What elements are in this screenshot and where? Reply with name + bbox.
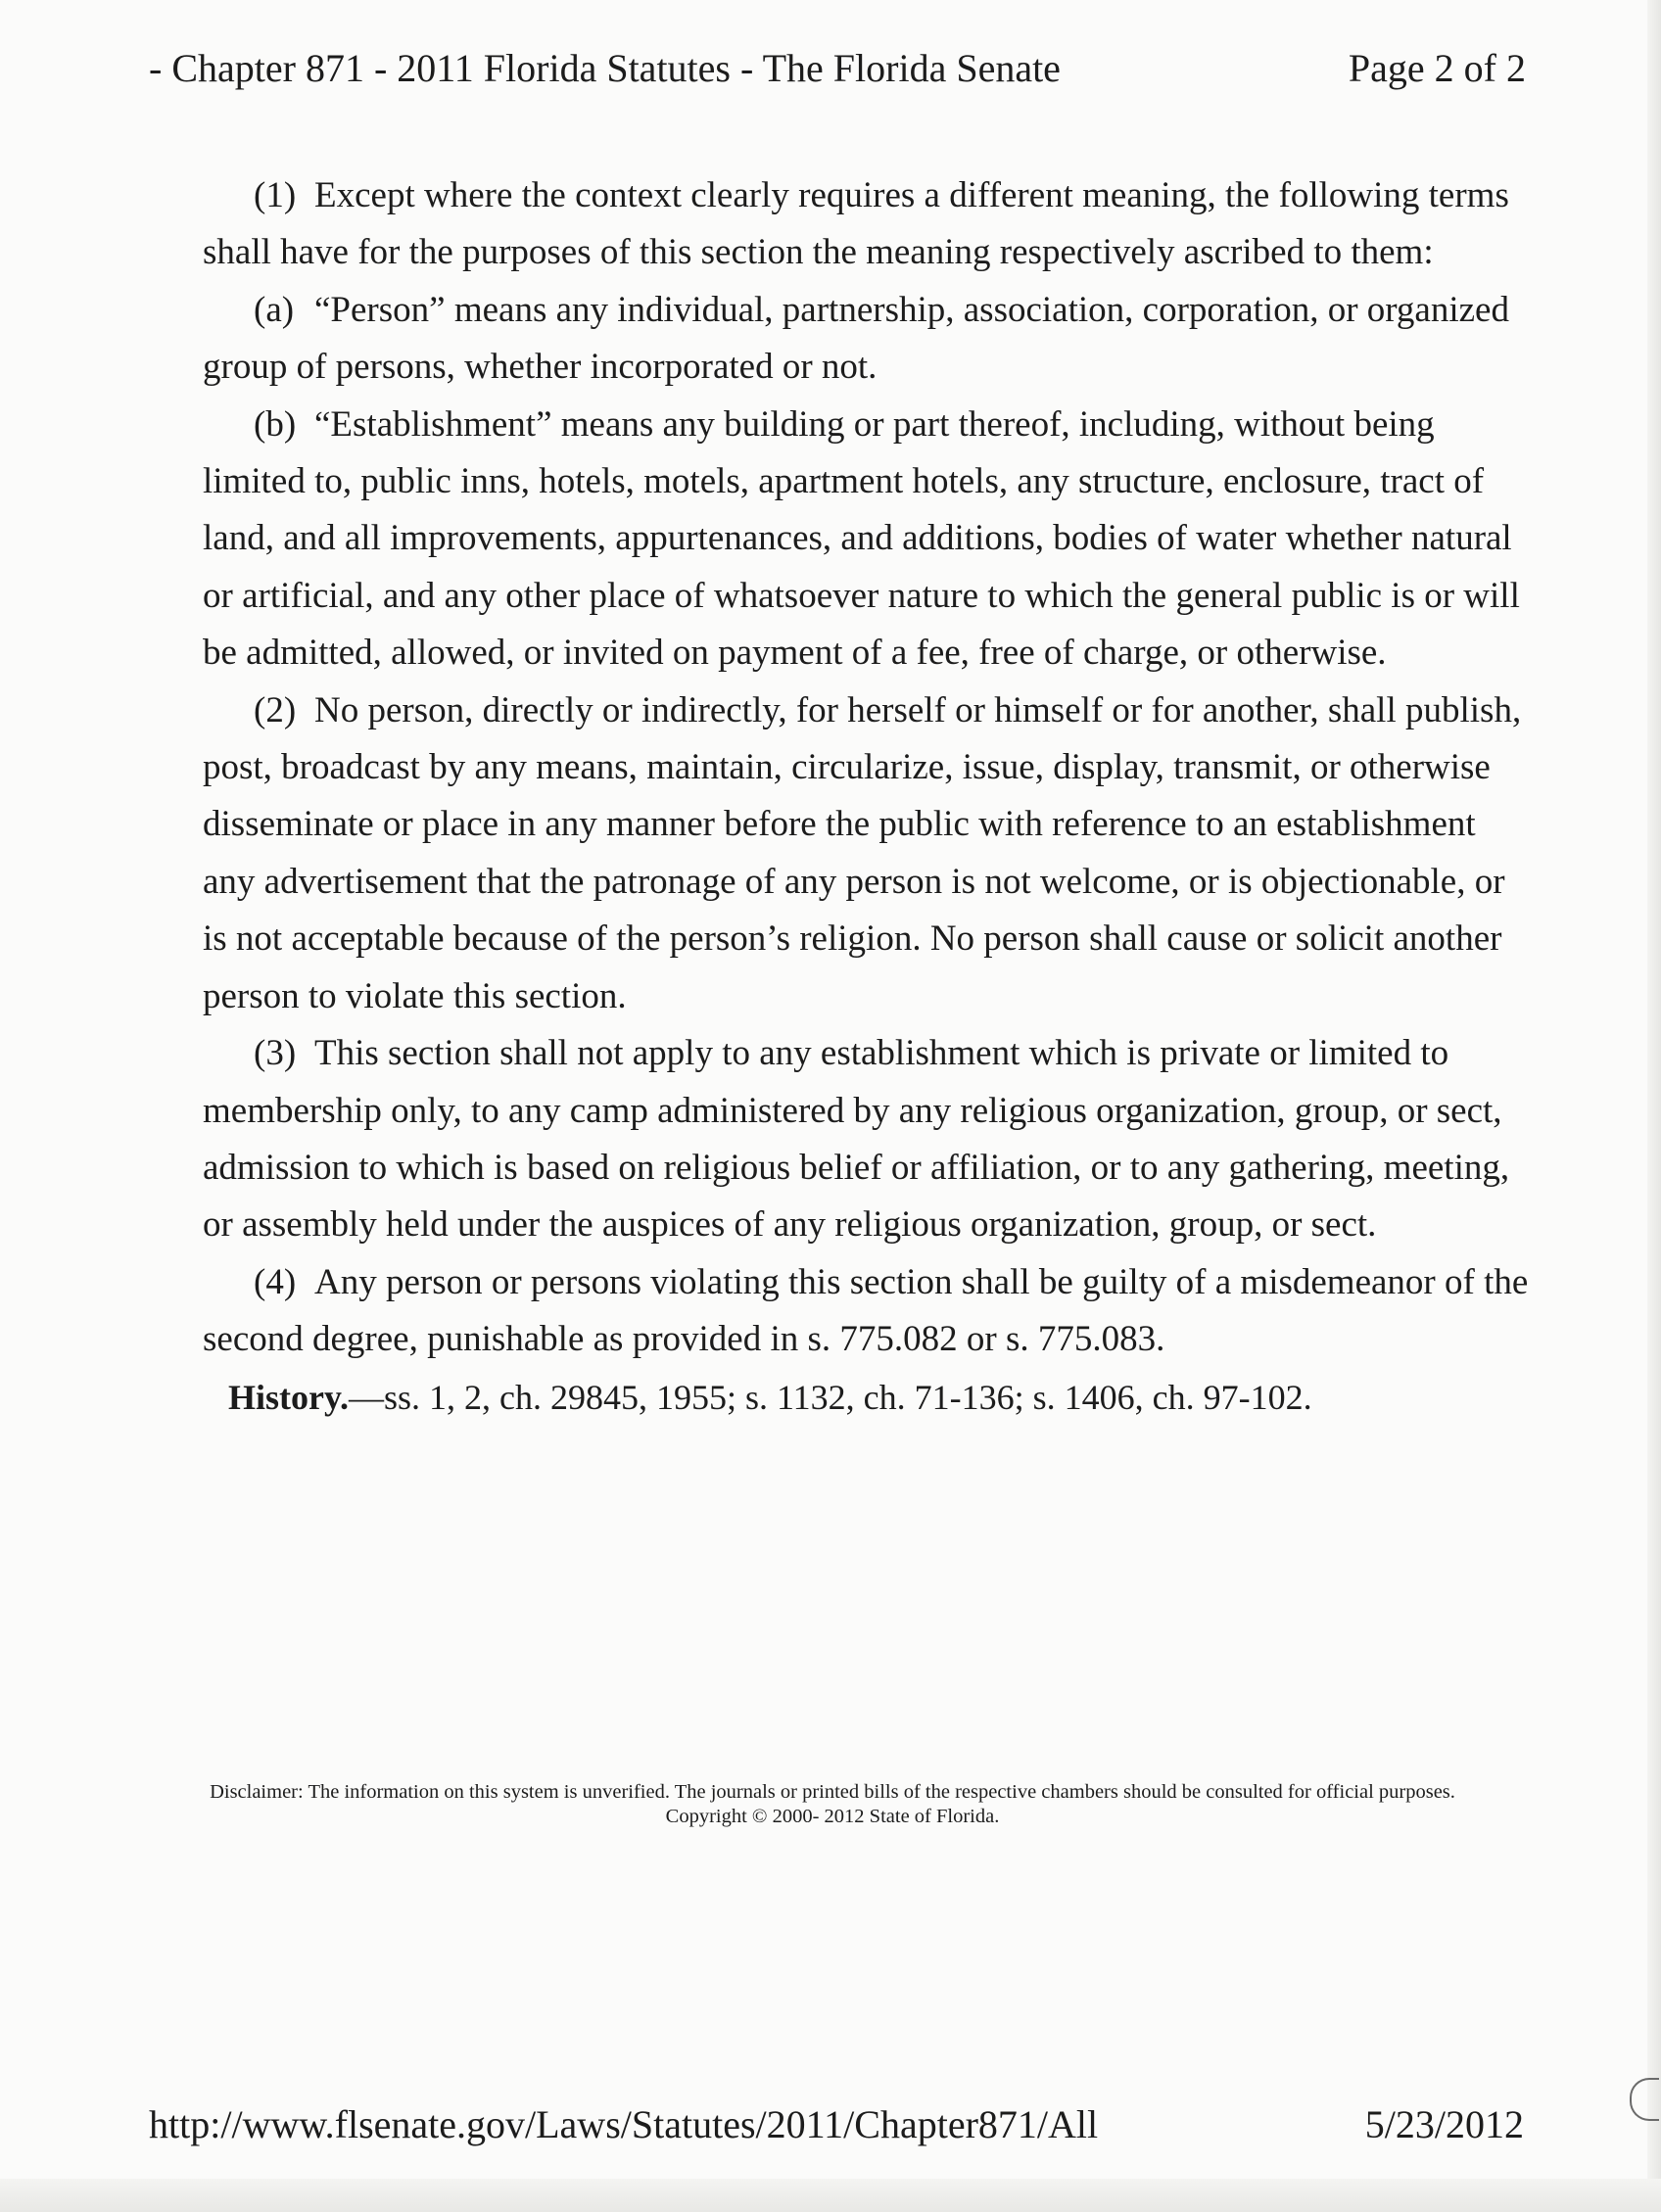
paragraph-number: (a) xyxy=(254,289,295,330)
paragraph-1 xyxy=(203,167,1535,282)
paragraph-number: (1) xyxy=(254,175,297,215)
footer-url: http://www.flsenate.gov/Laws/Statutes/2011/Chapter871/All xyxy=(149,2102,1099,2146)
disclaimer xyxy=(147,1780,1518,1829)
paragraph-number: (2) xyxy=(254,689,297,730)
paragraph-4 xyxy=(203,1254,1535,1369)
paragraph-text: “Establishment” means any building or part thereof, including, without being limited to, public inns, hotels, motels, apartment hotels, any structure, enclosure, tract of land, and all improvements, appurtenances, and additions, bodies of water whether natural or artificial, and any other place of whatsoever nature to which the general public is or will be admitted, allowed, or invited on payment of a fee, free of charge, or otherwise. xyxy=(203,403,1520,674)
paragraph-number: (3) xyxy=(254,1033,297,1074)
paragraph-text: “Person” means any individual, partnership, association, corporation, or organized group of persons, whether incorporated or not. xyxy=(203,289,1509,388)
page-edge-right xyxy=(1647,0,1661,2212)
header-title: - Chapter 871 - 2011 Florida Statutes - The Florida Senate xyxy=(149,46,1061,90)
paragraph-number: (b) xyxy=(254,403,297,445)
page-footer xyxy=(149,2097,1524,2152)
paragraph-number: (4) xyxy=(254,1261,297,1302)
history-text: —ss. 1, 2, ch. 29845, 1955; s. 1132, ch. 71-136; s. 1406, ch. 97-102. xyxy=(349,1377,1312,1417)
paragraph-1b xyxy=(203,397,1535,682)
paragraph-1a xyxy=(203,282,1535,397)
statute-body xyxy=(203,167,1535,1426)
paragraph-text: No person, directly or indirectly, for herself or himself or for another, shall publish, post, broadcast by any means, maintain, circularize, issue, display, transmit, or otherwise disseminate or place in any manner before the public with reference to an establishment any advertisement that the patronage of any person is not welcome, or is objectionable, or is not acceptable because of the person’s religion. No person shall cause or solicit another person to violate this section. xyxy=(203,689,1522,1016)
copyright-text: Copyright © 2000- 2012 State of Florida. xyxy=(665,1806,1000,1827)
paragraph-text: Any person or persons violating this section shall be guilty of a misdemeanor of the second degree, punishable as provided in s. 775.082 or s. 775.083. xyxy=(203,1261,1529,1360)
scan-edge-mark xyxy=(1630,2078,1659,2121)
page-header xyxy=(149,41,1526,100)
history-note xyxy=(203,1369,1535,1426)
paragraph-2 xyxy=(203,682,1535,1025)
paragraph-text: This section shall not apply to any establishment which is private or limited to membership only, to any camp administered by any religious organization, group, or sect, admission to which is based on religious belief or affiliation, or to any gathering, meeting, or assembly held under the auspices of any religious organization, group, or sect. xyxy=(203,1033,1510,1246)
history-label: History. xyxy=(228,1377,349,1417)
footer-date: 5/23/2012 xyxy=(1364,2102,1524,2146)
page-number: Page 2 of 2 xyxy=(1348,46,1526,90)
disclaimer-text: Disclaimer: The information on this system is unverified. The journals or printed bills of the respective chambers should be consulted for official purposes. xyxy=(210,1781,1455,1803)
paragraph-3 xyxy=(203,1025,1535,1254)
page-edge-bottom xyxy=(0,2179,1661,2212)
paragraph-text: Except where the context clearly requires a different meaning, the following terms shall have for the purposes of this section the meaning respectively ascribed to them: xyxy=(203,175,1509,273)
